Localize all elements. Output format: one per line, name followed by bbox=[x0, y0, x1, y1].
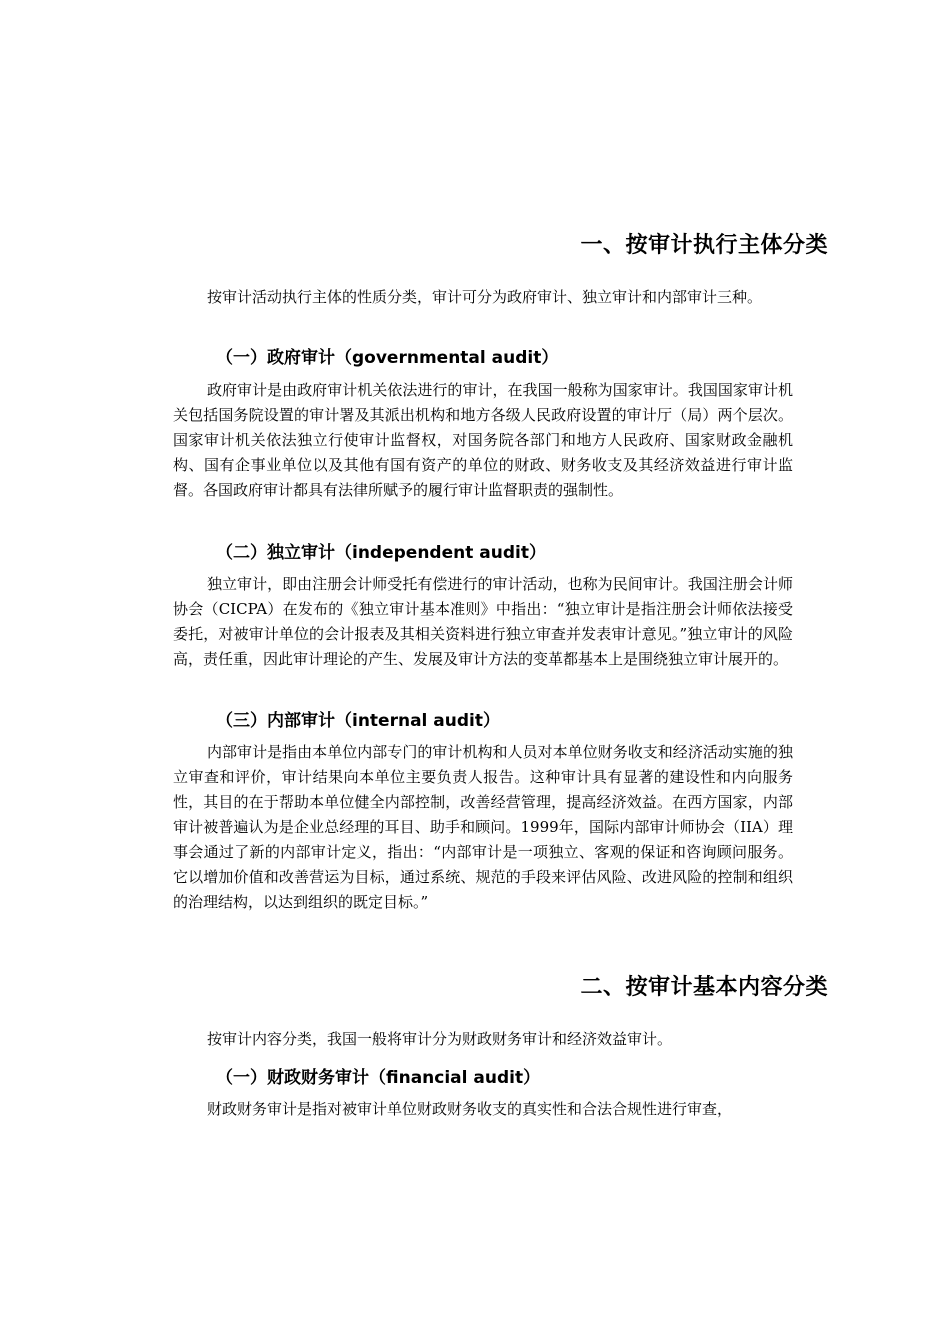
section-1-title: 一、按审计执行主体分类 bbox=[580, 233, 828, 258]
subsection-financial-audit-heading: （一）财政财务审计（financial audit） bbox=[216, 1068, 541, 1088]
section-2-intro: 按审计内容分类，我国一般将审计分为财政财务审计和经济效益审计。 bbox=[207, 1030, 673, 1048]
subsection-governmental-audit-text: 政府审计是由政府审计机关依法进行的审计，在我国一般称为国家审计。我国国家审计机关包括国务院设置的审计署及其派出机构和地方各级人民政府设置的审计厅（局）两个层次。国家审计机关依法独立行使审计监督权，对国务院各部门和地方人民政府、国家财政金融机构、国有企事业单位以及其他有国有资产的单位的财政、财务收支及其经济效益进行审计监督。各国政府审计都具有法律所赋予的履行审计监督职责的强制性。 bbox=[173, 381, 793, 499]
subsection-independent-audit-heading: （二）独立审计（independent audit） bbox=[216, 543, 546, 563]
subsection-internal-audit-text: 内部审计是指由本单位内部专门的审计机构和人员对本单位财务收支和经济活动实施的独立审查和评价，审计结果向本单位主要负责人报告。这种审计具有显著的建设性和内向服务性，其目的在于帮助本单位健全内部控制，改善经营管理，提高经济效益。在西方国家，内部审计被普遍认为是企业总经理的耳目、助手和顾问。1999年，国际内部审计师协会（IIA）理事会通过了新的内部审计定义，指出：“内部审计是一项独立、客观的保证和咨询顾问服务。它以增加价值和改善营运为目标，通过系统、规范的手段来评估风险、改进风险的控制和组织的治理结构，以达到组织的既定目标。” bbox=[173, 743, 793, 911]
section-1-intro: 按审计活动执行主体的性质分类，审计可分为政府审计、独立审计和内部审计三种。 bbox=[207, 288, 763, 306]
subsection-financial-audit-text: 财政财务审计是指对被审计单位财政财务收支的真实性和合法合规性进行审查， bbox=[207, 1100, 733, 1118]
subsection-governmental-audit-heading: （一）政府审计（governmental audit） bbox=[216, 348, 559, 368]
subsection-independent-audit-text: 独立审计，即由注册会计师受托有偿进行的审计活动，也称为民间审计。我国注册会计师协会（CICPA）在发布的《独立审计基本准则》中指出：“独立审计是指注册会计师依法接受委托，对被审计单位的会计报表及其相关资料进行独立审查并发表审计意见。”独立审计的风险高，责任重，因此审计理论的产生、发展及审计方法的变革都基本上是围绕独立审计展开的。 bbox=[173, 575, 793, 668]
subsection-internal-audit-heading: （三）内部审计（internal audit） bbox=[216, 711, 500, 731]
section-2-title: 二、按审计基本内容分类 bbox=[580, 975, 828, 1000]
